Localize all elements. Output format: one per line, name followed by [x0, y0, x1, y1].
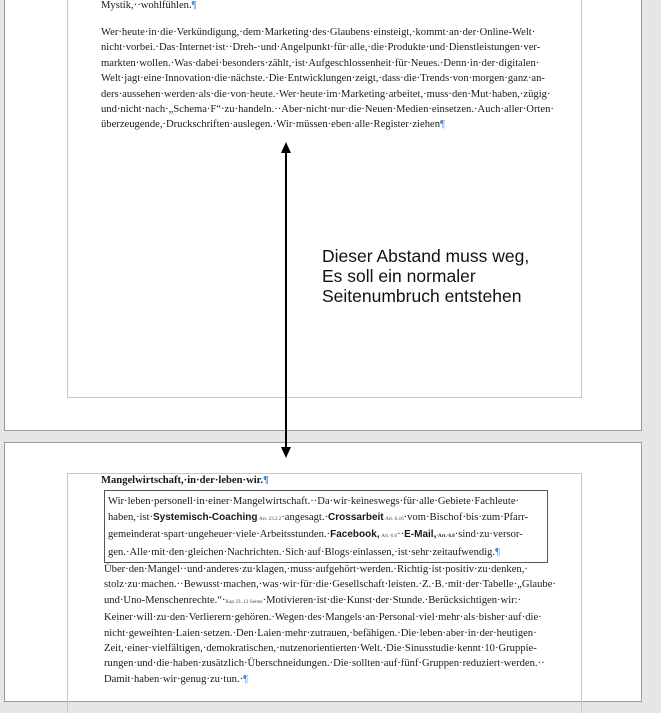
text-segment: ·angesagt.· — [281, 511, 329, 523]
text-line: Wir·leben·personell·in·einer·Mangelwirtschaft.··Da·wir·keineswegs·für·alle·Gebiete·Fachleute· — [108, 496, 520, 507]
text-line: ders·aussehen·werden·als·die·von·heute.·Wer·heute·im·Marketing·arbeitet,·muss·den·Mut·haben,·zügig· — [101, 88, 551, 100]
annotation-line: Seitenumbruch entstehen — [322, 286, 522, 306]
pilcrow-mark: ¶ — [191, 0, 197, 11]
paragraph-mangel[interactable] — [104, 562, 556, 687]
reference-note: Kap·23.·12·Seiten — [225, 599, 263, 605]
text-line: Welt·jagt·eine·Innovation·die·nächste.·Die·Entwicklungen·zeigt,·dass·die·Trends·von·morgen·ganz·an- — [101, 73, 545, 85]
annotation-line: Es soll ein normaler — [322, 266, 476, 286]
text-line: überzeugende,·Druckschriften·auslegen.·Wir·müssen·eben·alle·Register·ziehen — [101, 119, 440, 131]
text-segment: gemeinderat·spart·ungeheuer·viele·Arbeitsstunden.· — [108, 529, 331, 541]
text-line: Damit·haben·wir·genug·zu·tun.· — [104, 673, 244, 685]
pilcrow-mark: ¶ — [263, 475, 269, 486]
text-line: nicht·geweihten·Laien·setzen.·Den·Laien·mehr·zutrauen,·befähigen.·Die·leben·aber·in·der·heutigen· — [104, 627, 537, 639]
text-line: gen.·Alle·mit·den·gleichen·Nachrichten.·Sich·auf·Blogs·einlassen,·ist·sehr·zeitaufwendig. — [108, 546, 496, 558]
annotation-note — [322, 246, 582, 306]
paragraph-online-welt[interactable] — [101, 25, 554, 133]
pilcrow-mark: ¶ — [440, 119, 445, 131]
term-systemisch-coaching: Systemisch-Coaching — [153, 511, 258, 523]
text-segment: haben,·ist· — [108, 511, 154, 523]
double-arrow-icon — [276, 140, 296, 460]
term-facebook: Facebook, — [330, 529, 380, 541]
text-line: nicht·vorbei.·Das·Internet·ist··Dreh-·und·Angelpunkt·für·alle,·die·Produkte·und·Dienstleistungen·ver- — [101, 42, 541, 54]
text-line: rungen·und·die·haben·zusätzlich·Überschneidungen.·Die·sollten·auf·fünf·Gruppen·reduziert·werden.·· — [104, 658, 545, 670]
term-crossarbeit: Crossarbeit — [328, 511, 384, 523]
text-segment: ·vom·Bischof·bis·zum·Pfarr- — [403, 511, 529, 523]
text-line: und·nicht·nach·„Schema·F“·zu·handeln.··Aber·nicht·nur·die·Neuen·Medien·einsetzen.·Auch·aller·Orten· — [101, 104, 554, 116]
bordered-paragraph[interactable] — [104, 490, 548, 563]
text-segment: ·· — [397, 529, 405, 541]
term-email: E-Mail, — [404, 529, 437, 541]
pilcrow-mark: ¶ — [495, 546, 500, 558]
paragraph-mystik[interactable] — [101, 0, 541, 13]
reference-note: ·Art.·6.8 — [436, 534, 455, 540]
annotation-line: Dieser Abstand muss weg, — [322, 246, 530, 266]
text-line: Zeit,·einer·vielfältigen,·demokratischen,·nutzenorientierten·Welt.·Die·Sinusstudie·kennt·10·Gruppie- — [104, 643, 537, 655]
text-line: Mystik,··wohlfühlen. — [101, 0, 192, 11]
reference-note: ·Art.·6.16 — [383, 516, 404, 522]
pilcrow-mark: ¶ — [243, 673, 248, 685]
text-line: stolz·zu·machen.··Bewusst·machen,·was·wir·für·die·Gesellschaft·leisten.·Z.·B.·mit·der·Tabelle·„Glaube· — [104, 579, 556, 591]
heading-text: Mangelwirtschaft,·in·der·leben·wir. — [101, 475, 264, 486]
heading-mangelwirtschaft[interactable] — [101, 473, 541, 488]
reference-note: ·Art.·23.2.2 — [257, 516, 282, 522]
text-line: Über·den·Mangel··und·anderes·zu·klagen,·muss·aufgehört·werden.·Richtig·ist·positiv·zu·denken,· — [104, 564, 528, 575]
text-line: Wer·heute·in·die·Verkündigung,·dem·Marketing·des·Glaubens·einsteigt,·kommt·an·der·Online-Welt· — [101, 27, 536, 38]
text-line: markten·wollen.·Was·dabei·besonders·zählt,·ist·Aufgeschlossenheit·für·Neues.·Denn·in·der·digitalen· — [101, 57, 540, 69]
text-segment: ·sind·zu·versor- — [454, 529, 523, 541]
reference-note: ·Art.·6.6 — [379, 534, 398, 540]
text-segment: ·Motivieren·ist·die·Kunst·der·Stunde.·Berücksichtigen·wir:· — [262, 594, 522, 606]
text-segment: und·Uno-Menschenrechte.“· — [104, 594, 226, 606]
text-line: Keiner·will·zu·den·Verlierern·gehören.·Wegen·des·Mangels·an·Personal·viel·mehr·als·bisher·auf·die· — [104, 612, 542, 624]
